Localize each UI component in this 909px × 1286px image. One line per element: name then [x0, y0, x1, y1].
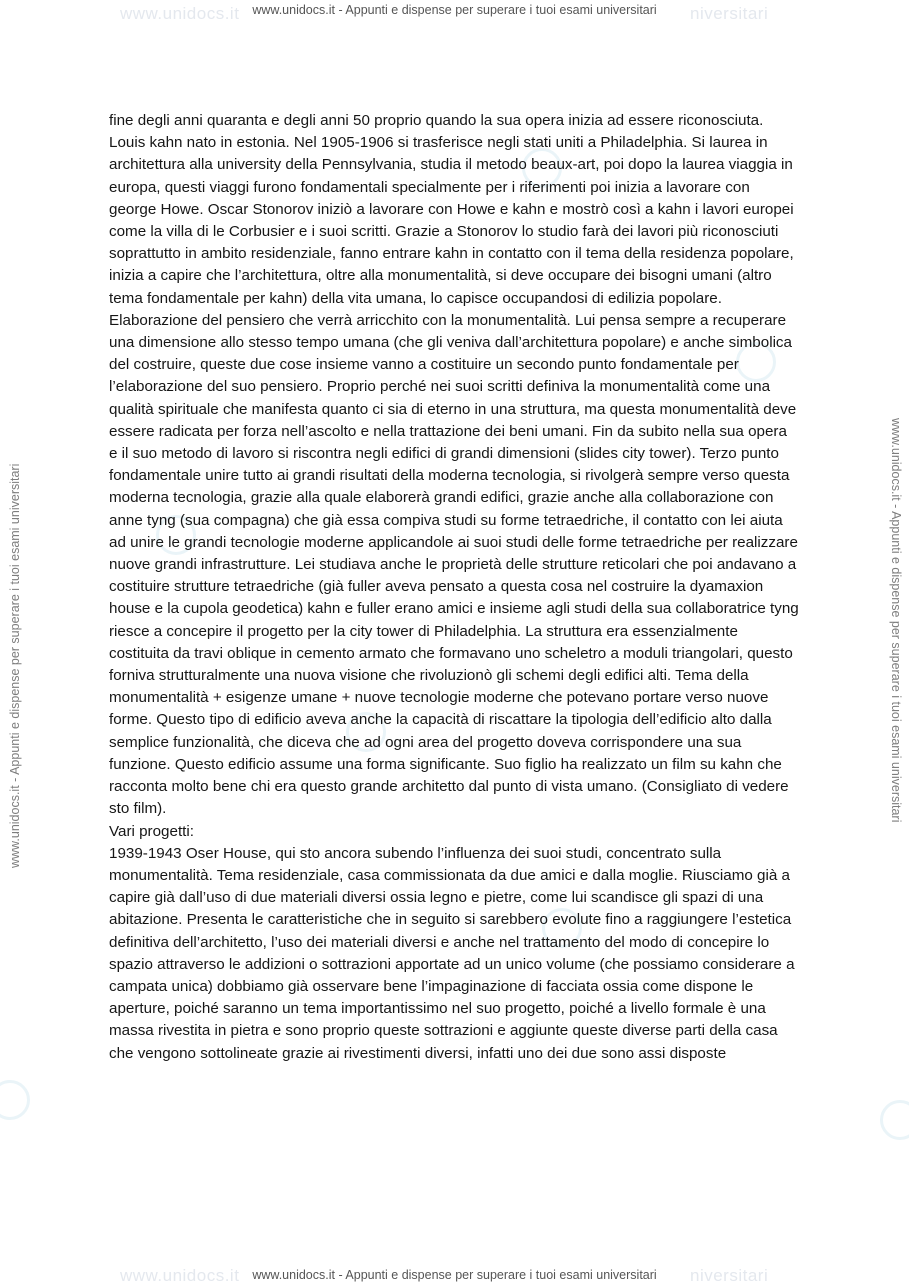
ghost-watermark-right: niversitari [690, 4, 769, 23]
ghost-footer-left: www.unidocs.it [120, 1266, 240, 1285]
header-watermark: www.unidocs.it - Appunti e dispense per superare i tuoi esami universitari [252, 3, 657, 17]
right-side-watermark: www.unidocs.it - Appunti e dispense per superare i tuoi esami universitari [889, 418, 903, 823]
paragraph: fine degli anni quaranta e degli anni 50 proprio quando la sua opera inizia ad essere riconosciuta. [109, 112, 764, 129]
paragraph: Vari progetti: [109, 822, 194, 840]
ghost-watermark-left: www.unidocs.it [120, 4, 240, 23]
document-body [109, 110, 799, 1065]
watermark-logo-icon [880, 1100, 909, 1140]
paragraph: 1939-1943 Oser House, qui sto ancora subendo l’influenza dei suoi studi, concentrato sulla monumentalità. Tema residenziale, casa commissionata da due amici e dalla moglie. Riusciamo già a capire già dall’uso di due materiali diversi ossia legno e pietre, come lui scandisce gli spazi di una abitazione. Presenta le caratteristiche che in seguito si sarebbero evolute fino a raggiungere l’estetica definitiva dell’architetto, l’uso dei materiali diversi e anche nel trattamento del modo di concepire lo spazio attraverso le addizioni o sottrazioni apportate ad un unico volume (che possiamo considerare a campata unica) dobbiamo già osservare bene l’impaginazione di facciata ossia come dispone le aperture, poiché saranno un tema importantissimo nel suo progetto, poiché a livello formale è una massa rivestita in pietra e sono proprio queste sottrazioni e aggiunte queste diverse parti della casa che vengono sottolineate grazie ai rivestimenti diversi, infatti uno dei due sono assi disposte [109, 844, 795, 1062]
left-side-watermark: www.unidocs.it - Appunti e dispense per superare i tuoi esami universitari [8, 463, 22, 868]
watermark-logo-icon [0, 1080, 30, 1120]
paragraph: Louis kahn nato in estonia. Nel 1905-1906 si trasferisce negli stati uniti a Philadelphia. Si laurea in architettura alla university della Pennsylvania, studia il metodo beaux-art, poi dopo la laurea viaggia in europa, questi viaggi furono fondamentali specialmente per i riferimenti poi inizia a lavorare con george Howe. Oscar Stonorov iniziò a lavorare con Howe e kahn e mostrò così a kahn i lavori europei come la villa di le Corbusier e i suoi scritti. Grazie a Stonorov lo studio farà dei lavori più riconosciuti soprattutto in ambito residenziale, fanno entrare kahn in contatto con il tema della residenza popolare, inizia a capire che l’architettura, oltre alla monumentalità, si deve occupare dei bisogni umani (altro tema fondamentale per kahn) della vita umana, lo capisce occupandosi di edilizia popolare. Elaborazione del pensiero che verrà arricchito con la monumentalità. Lui pensa sempre a recuperare una dimensione allo stesso tempo umana (che gli veniva dall’architettura popolare) e anche simbolica del costruire, queste due cose insieme vanno a costituire un secondo punto fondamentale per l’elaborazione del suo pensiero. Proprio perché nei suoi scritti definiva la monumentalità come una qualità spirituale che manifesta quanto ci sia di eterno in una struttura, ma questa monumentalità deve essere radicata per forza nell’ascolto e nella trattazione dei beni umani. Fin da subito nella sua opera e il suo metodo di lavoro si riscontra negli edifici di grandi dimensioni (slides city tower). Terzo punto fondamentale unire tutto ai grandi risultati della moderna tecnologia, si rivolgerà sempre verso questa moderna tecnologia, grazie alla quale elaborerà grandi edifici, grazie anche alla collaborazione con anne tyng (sua compagna) che già essa compiva studi su forme tetraedriche, il contatto con lei aiuta ad unire le grandi tecnologie moderne applicandole ai suoi studi delle forme tetraedriche per realizzare nuove grandi infrastrutture. Lei studiava anche le proprietà delle strutture reticolari che poi andavano a costituire strutture tetraedriche (già fuller aveva pensato a questa cosa nel costruire la dyamaxion house e la cupola geodetica) kahn e fuller erano amici e insieme agli studi della sua collaboratrice tyng riesce a concepire il progetto per la city tower di Philadelphia. La struttura era essenzialmente costituita da travi oblique in cemento armato che formavano uno scheletro a moduli triangolari, questo forniva strutturalmente una nuova visione che rivoluzionò gli schemi degli edifici alti. Tema della monumentalità + esigenze umane + nuove tecnologie moderne che potevano portare verso nuove forme. Questo tipo di edificio aveva anche la capacità di riscattare la tipologia dell’edificio alto dalla semplice funzionalità, che diceva che ad ogni area del progetto doveva corrispondere una sua funzione. Questo edificio assume una forma significante. Suo figlio ha realizzato un film su kahn che racconta molto bene chi era questo grande architetto dal punto di vista umano. (Consigliato di vedere sto film). [109, 134, 799, 818]
ghost-footer-right: niversitari [690, 1266, 769, 1285]
footer-watermark: www.unidocs.it - Appunti e dispense per superare i tuoi esami universitari [252, 1268, 657, 1282]
